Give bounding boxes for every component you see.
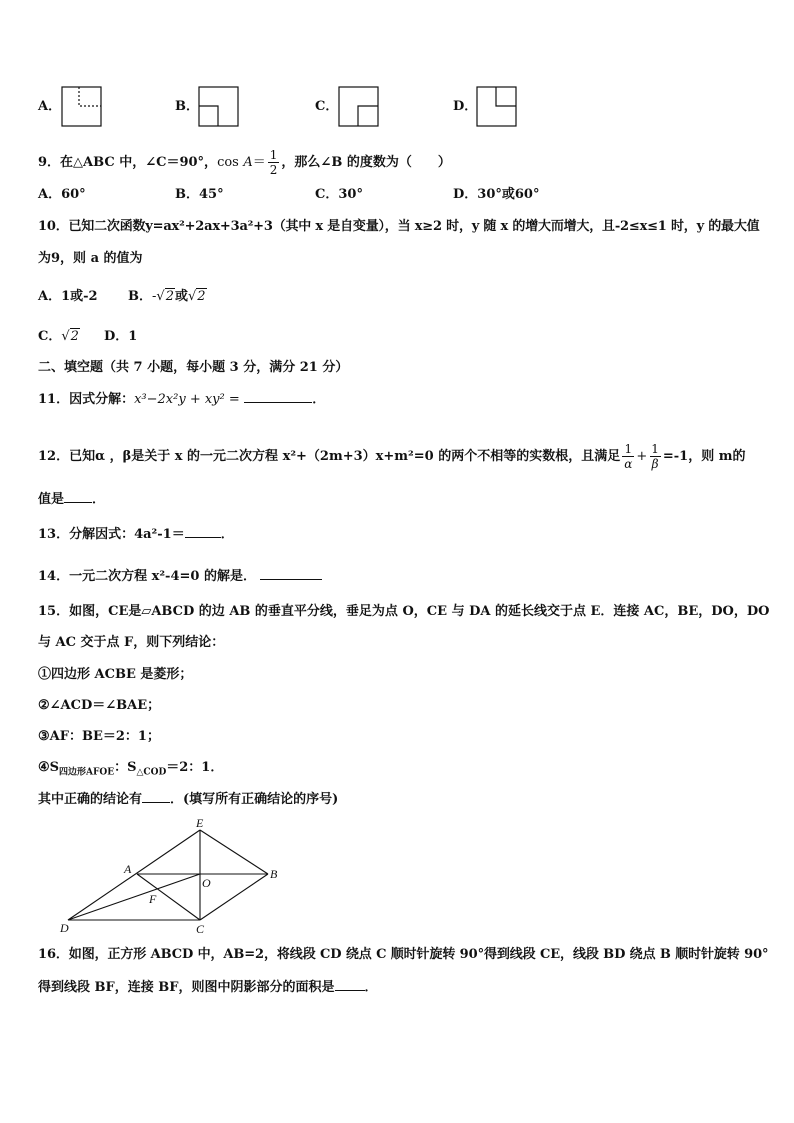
label-B: B <box>270 867 278 881</box>
q10-option-b: B．-√2或√2 <box>128 289 206 304</box>
parallelogram-figure <box>50 815 290 937</box>
label-O: O <box>202 876 211 890</box>
question-13: 13．分解因式：4a²-1＝ ． <box>38 527 234 542</box>
q15-conclusion-2: ②∠ACD＝∠BAE； <box>38 698 161 713</box>
section-heading: 二、填空题（共 7 小题，每小题 3 分，满分 21 分） <box>38 360 349 375</box>
q10-option-a: A．1或-2 <box>38 289 98 304</box>
q15-conclusion-3: ③AF：BE＝2：1； <box>38 729 160 744</box>
answer-blank <box>244 390 312 403</box>
answer-blank <box>142 790 170 803</box>
fraction-one-over-beta: $\frac{1}{\beta}$ <box>651 442 659 471</box>
q15-conclusion-4: $④S_{四边形AFOE}$：$S_{\triangle COD}=2$：1． <box>38 760 224 778</box>
option-a-figure <box>61 86 103 128</box>
answer-blank <box>335 978 365 991</box>
q9-option-a: A．60° <box>38 187 86 202</box>
top-option-a-label: A． <box>38 99 62 114</box>
question-16-line1: 16．如图，正方形 ABCD 中，AB=2，将线段 CD 绕点 C 顺时针旋转 90°得到线段 CE，线段 BD 绕点 B 顺时针旋转 90° <box>38 947 769 962</box>
question-10-line1: 10．已知二次函数y=ax²+2ax+3a²+3（其中 x 是自变量），当 x≥2 时，y 随 x 的增大而增大，且-2≤x≤1 时，y 的最大值 <box>38 219 760 234</box>
question-16-line2: 得到线段 BF，连接 BF，则图中阴影部分的面积是 ． <box>38 980 378 995</box>
fraction-one-half: $\frac{1}{2}$ <box>269 148 278 177</box>
label-C: C <box>196 922 205 936</box>
option-c-figure <box>338 86 380 128</box>
q15-ask: 其中正确的结论有 ．(填写所有正确结论的序号) <box>38 792 339 807</box>
answer-blank <box>64 490 92 503</box>
question-12-line1: 12．已知α ，β是关于 x 的一元二次方程 x²+（2m+3）x+m²=0 的两个不相等的实数根，且满足 $\frac{1}{\alpha}$ + $\frac{1}{\beta}$ =-1，则 m的 <box>38 442 746 471</box>
question-15-line2: 与 AC 交于点 F，则下列结论： <box>38 635 225 650</box>
option-d-figure <box>476 86 518 128</box>
answer-blank <box>260 567 322 580</box>
question-10-line2: 为9，则 a 的值为 <box>38 251 143 266</box>
question-15-line1: 15．如图，CE是▱ABCD 的边 AB 的垂直平分线，垂足为点 O，CE 与 DA 的延长线交于点 E．连接 AC，BE，DO，DO <box>38 604 770 619</box>
q9-option-d: D．30°或60° <box>453 187 540 202</box>
question-12-line2: 值是 ． <box>38 492 106 507</box>
label-F: F <box>149 892 157 906</box>
answer-blank <box>185 525 221 538</box>
label-E: E <box>196 816 204 830</box>
q9-option-b: B．45° <box>175 187 224 202</box>
label-A: A <box>124 862 132 876</box>
fraction-one-over-alpha: $\frac{1}{\alpha}$ <box>624 442 633 471</box>
top-option-c-label: C． <box>315 99 339 114</box>
q10-option-c: C．√2 <box>38 329 79 344</box>
top-option-b-label: B． <box>175 99 199 114</box>
option-b-figure <box>198 86 240 128</box>
question-14: 14．一元二次方程 x²-4=0 的解是． <box>38 567 322 586</box>
q15-conclusion-1: ①四边形 ACBE 是菱形； <box>38 667 193 682</box>
question-11: 11．因式分解：x³−2x²y + xy² = ． <box>38 392 326 407</box>
label-D: D <box>60 921 69 935</box>
q10-option-d: D．1 <box>104 329 138 344</box>
top-option-d-label: D． <box>453 99 478 114</box>
question-9: 9．在△ABC 中，∠C＝90°，cos A＝ $\frac{1}{2}$ ，那么∠B 的度数为（ ） <box>38 148 451 177</box>
q9-option-c: C．30° <box>315 187 363 202</box>
